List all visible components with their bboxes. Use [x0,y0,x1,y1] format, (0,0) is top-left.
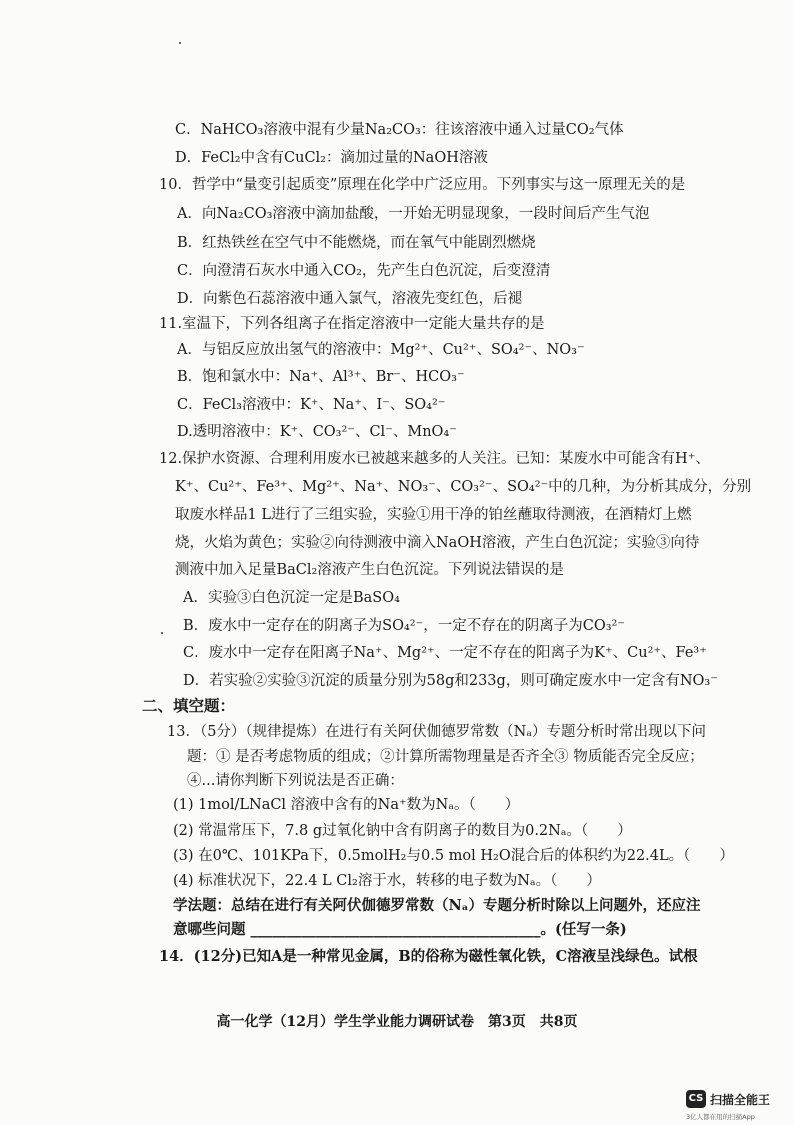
section-heading-fill-in: 二、填空题： [142,696,236,715]
question-10-stem: 10．哲学中“量变引起质变”原理在化学中广泛应用。下列事实与这一原理无关的是 [159,177,686,193]
question-13-method-line-2: 意哪些问题 ________________________________________。(任写一条) [173,921,627,938]
camscanner-logo-icon: CS [686,1090,706,1108]
option-9d: D．FeCl₂中含有CuCl₂：滴加过量的NaOH溶液 [175,150,488,166]
question-12-line-5: 测液中加入足量BaCl₂溶液产生白色沉淀。下列说法错误的是 [175,562,564,578]
question-13-item-2: (2) 常温常压下，7.8 g过氧化钠中含有阴离子的数目为0.2Nₐ。（ ） [173,823,632,839]
question-13-method-line-1: 学法题：总结在进行有关阿伏伽德罗常数（Nₐ）专题分析时除以上问题外，还应注 [173,897,701,914]
question-14-stem: 14．(12分)已知A是一种常见金属，B的俗称为磁性氧化铁，C溶液呈浅绿色。试根 [159,948,698,965]
option-10a: A．向Na₂CO₃溶液中滴加盐酸，一开始无明显现象，一段时间后产生气泡 [177,206,650,222]
option-11a: A．与铝反应放出氢气的溶液中：Mg²⁺、Cu²⁺、SO₄²⁻、NO₃⁻ [177,342,585,358]
question-12-line-4: 烧，火焰为黄色；实验②向待测液中滴入NaOH溶液，产生白色沉淀；实验③向待 [175,535,700,551]
question-13-line-1: 13．（5分）（规律提炼）在进行有关阿伏伽德罗常数（Nₐ）专题分析时常出现以下问 [167,724,706,740]
option-10c: C．向澄清石灰水中通入CO₂，先产生白色沉淀，后变澄清 [177,263,551,279]
question-13-line-2: 题：① 是否考虑物质的组成；②计算所需物理量是否齐全③ 物质能否完全反应； [187,749,704,765]
page-footer: 高一化学（12月）学生学业能力调研试卷 第3页 共8页 [216,1014,578,1030]
option-10b: B．红热铁丝在空气中不能燃烧，而在氧气中能剧烈燃烧 [177,235,536,251]
question-11-stem: 11.室温下，下列各组离子在指定溶液中一定能大量共存的是 [159,316,545,332]
question-13-item-3: (3) 在0℃、101KPa下，0.5molH₂与0.5 mol H₂O混合后的体积约为22.4L。（ ） [173,848,734,864]
option-11b: B．饱和氯水中：Na⁺、Al³⁺、Br⁻、HCO₃⁻ [177,369,465,385]
question-13-item-1: (1) 1mol/LNaCl 溶液中含有的Na⁺数为Nₐ。（ ） [173,797,520,813]
question-12-line-1: 12.保护水资源、合理利用废水已被越来越多的人关注。已知：某废水中可能含有H⁺、 [159,451,710,467]
option-12a: A．实验③白色沉淀一定是BaSO₄ [183,590,400,606]
question-13-line-3: ④...请你判断下列说法是否正确： [187,773,404,789]
question-12-line-3: 取废水样品1 L进行了三组实验，实验①用干净的铂丝蘸取待测液，在酒精灯上燃 [175,507,692,523]
scan-speck [179,42,181,44]
option-11d: D.透明溶液中：K⁺、CO₃²⁻、Cl⁻、MnO₄⁻ [177,424,457,440]
option-12b: B．废水中一定存在的阴离子为SO₄²⁻，一定不存在的阴离子为CO₃²⁻ [183,618,626,634]
scan-speck [161,632,163,634]
option-9c: C．NaHCO₃溶液中混有少量Na₂CO₃：往该溶液中通入过量CO₂气体 [175,122,624,138]
option-10d: D．向紫色石蕊溶液中通入氯气，溶液先变红色，后褪 [177,291,523,307]
option-12c: C．废水中一定存在阳离子Na⁺、Mg²⁺、一定不存在的阳离子为K⁺、Cu²⁺、Fe³⁺ [183,645,707,661]
question-13-item-4: (4) 标准状况下，22.4 L Cl₂溶于水，转移的电子数为Nₐ。（ ） [173,873,601,889]
option-11c: C．FeCl₃溶液中：K⁺、Na⁺、I⁻、SO₄²⁻ [177,397,446,413]
watermark-tagline: 3亿人都在用的扫描App [686,1113,755,1121]
question-12-line-2: K⁺、Cu²⁺、Fe³⁺、Mg²⁺、Na⁺、NO₃⁻、CO₃²⁻、SO₄²⁻中的几种，为分析其成分，分别 [175,479,752,495]
watermark-app-name: 扫描全能王 [710,1093,771,1107]
option-12d: D．若实验②实验③沉淀的质量分别为58g和233g，则可确定废水中一定含有NO₃⁻ [183,673,718,689]
